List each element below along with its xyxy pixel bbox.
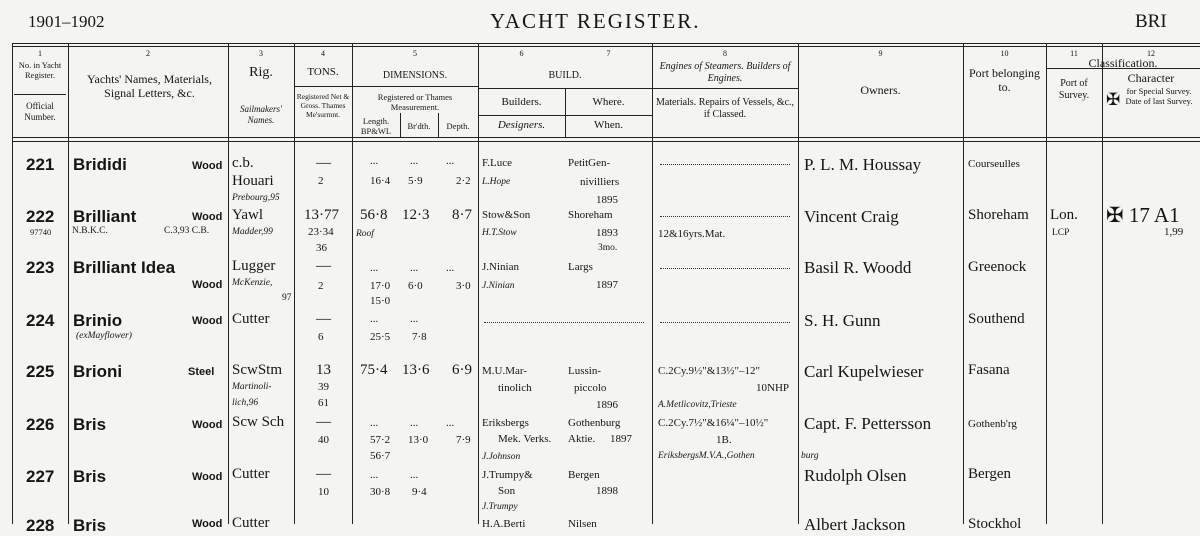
col-rule	[652, 43, 653, 524]
rig-detail: Houari	[232, 173, 274, 189]
builder: H.A.Berti	[482, 518, 526, 530]
register-number: 223	[26, 258, 55, 277]
tons-thames: 40	[318, 434, 329, 446]
owner: Rudolph Olsen	[804, 466, 907, 485]
tons-net: 13·77	[304, 207, 339, 223]
page-title: YACHT REGISTER.	[490, 9, 701, 33]
engine-spec: C.2Cy.7½"&16¼"–10½"	[658, 417, 769, 429]
col-number: 6	[519, 49, 524, 58]
home-port: Gothenb'rg	[968, 418, 1017, 430]
col-number: 4	[321, 49, 325, 58]
home-port: Fasana	[968, 362, 1010, 378]
dotted-leader	[484, 322, 644, 323]
sailmaker: Prebourg,95	[232, 193, 280, 203]
header-breadth: Br'dth.	[407, 121, 431, 131]
ellipsis: ...	[370, 313, 379, 325]
ellipsis: ...	[410, 313, 419, 325]
tons-thames: 2	[318, 280, 324, 292]
col-rule	[963, 43, 964, 524]
register-number: 226	[26, 415, 55, 434]
ellipsis: ...	[446, 417, 455, 429]
subhead-rule	[478, 115, 652, 116]
ellipsis: ...	[410, 469, 419, 481]
owner: Vincent Craig	[804, 207, 899, 226]
build-year: 1897	[610, 433, 632, 445]
owner: Capt. F. Pettersson	[804, 414, 932, 433]
rig: ScwStm	[232, 362, 283, 378]
yacht-name: Brilliant Idea	[73, 258, 176, 277]
club-entry: C.3,93 C.B.	[164, 226, 210, 236]
col-number: 2	[146, 49, 150, 58]
engine-spec: C.2Cy.9½"&13½"–12"	[658, 365, 760, 377]
yacht-name: Brididi	[73, 155, 127, 174]
tons-thames: 6	[318, 331, 324, 343]
col-rule	[1046, 43, 1047, 524]
roof-note: Roof	[356, 229, 374, 239]
subhead-rule	[652, 88, 798, 89]
length: 57·2	[370, 434, 391, 446]
builder: J.Ninian	[482, 261, 519, 273]
sailmaker: Madder,99	[232, 227, 273, 237]
header-rig: Rig.	[249, 65, 273, 80]
hull-material: Wood	[192, 279, 223, 291]
build-place: Nilsen	[568, 518, 597, 530]
col-rule	[294, 43, 295, 524]
sailmaker: Martinoli-	[232, 382, 272, 392]
length: 75·4	[360, 362, 388, 378]
home-port: Shoreham	[968, 207, 1029, 223]
hull-material: Wood	[192, 518, 223, 530]
breadth: 7·8	[412, 331, 427, 343]
tons-net: —	[316, 311, 331, 327]
sailmaker: McKenzie,	[232, 278, 273, 288]
builder: F.Luce	[482, 157, 512, 169]
yacht-name: Bris	[73, 415, 107, 434]
designer: J.Ninian	[482, 281, 515, 291]
header-register-no: No. in Yacht Register.	[18, 60, 62, 80]
build-year: 1895	[596, 194, 618, 206]
build-place-2: Aktie.	[568, 433, 596, 445]
header-depth: Depth.	[446, 121, 470, 131]
hull-material: Wood	[192, 160, 223, 172]
build-year: 1897	[596, 279, 618, 291]
designer: L.Hope	[482, 177, 511, 187]
ellipsis: ...	[370, 155, 379, 167]
hull-material: Wood	[192, 471, 223, 483]
survey-port-code: LCP	[1052, 228, 1070, 238]
header-dimensions: DIMENSIONS.	[382, 70, 448, 81]
ellipsis: ...	[410, 417, 419, 429]
ellipsis: ...	[370, 469, 379, 481]
tons-thames: 61	[318, 397, 329, 409]
rig: Yawl	[232, 207, 263, 223]
build-place-2: nivilliers	[580, 176, 620, 188]
ellipsis: ...	[370, 262, 379, 274]
breadth: 9·4	[412, 486, 427, 498]
header-build: BUILD.	[548, 70, 582, 81]
engine-builder-2: burg	[801, 451, 819, 461]
header-classification: Classification.	[1088, 56, 1158, 70]
build-place: PetitGen-	[568, 157, 611, 169]
length-2: 56·7	[370, 450, 391, 462]
header-character-sub: for Special Survey. Date of last Survey.	[1125, 86, 1193, 106]
engine-power: 10NHP	[756, 382, 790, 394]
header-tons-sub: Registered Net & Gross. Thames Me'surmnt.	[296, 92, 350, 119]
tons-net: —	[316, 466, 331, 482]
tons-net: —	[316, 155, 331, 171]
builder: Stow&Son	[482, 209, 531, 221]
header-official-no: Official Number.	[24, 101, 56, 122]
maltese-cross-icon: ✠	[1106, 90, 1121, 109]
length: 17·0	[370, 280, 391, 292]
survey-port: Lon.	[1050, 207, 1078, 223]
col-number: 10	[1000, 49, 1009, 58]
breadth: 12·3	[402, 207, 430, 223]
col-rule	[68, 43, 69, 524]
header-where: Where.	[592, 96, 625, 108]
table-top-rule-2	[12, 46, 1200, 47]
owner: P. L. M. Houssay	[804, 155, 922, 174]
engine-builder: A.Metlicovitz,Trieste	[658, 400, 737, 410]
hull-material: Wood	[192, 419, 223, 431]
depth: 8·7	[452, 207, 472, 223]
col-number: 5	[413, 49, 417, 58]
col-number: 7	[606, 49, 611, 58]
subhead-rule	[352, 86, 478, 87]
rig: c.b.	[232, 155, 254, 171]
tons-net: —	[316, 258, 331, 274]
builder-2: Son	[498, 485, 516, 497]
register-number: 221	[26, 155, 55, 174]
tons-thames: 36	[316, 242, 327, 254]
home-port: Southend	[968, 311, 1025, 327]
owner: Albert Jackson	[804, 515, 906, 534]
ex-name: (exMayflower)	[76, 331, 132, 341]
yacht-name: Brinio	[73, 311, 123, 330]
hull-material: Wood	[192, 315, 223, 327]
breadth: 13·0	[408, 434, 429, 446]
header-bottom-rule-2	[12, 141, 1200, 142]
register-number: 228	[26, 516, 55, 535]
yacht-name: Brioni	[73, 362, 123, 381]
tons-net: —	[316, 414, 331, 430]
header-builders: Builders.	[501, 96, 542, 108]
depth: 6·9	[452, 362, 472, 378]
home-port: Stockhol	[968, 516, 1022, 532]
yacht-name: Brilliant	[73, 207, 137, 226]
ellipsis: ...	[410, 262, 419, 274]
tons-thames: 10	[318, 486, 329, 498]
build-year: 1898	[596, 485, 618, 497]
builder-2: Mek. Verks.	[498, 433, 552, 445]
materials-note: 12&16yrs.Mat.	[658, 228, 726, 240]
owner: Basil R. Woodd	[804, 258, 912, 277]
header-yacht-names: Yachts' Names, Materials, Signal Letters, &c.	[87, 72, 212, 100]
dotted-leader	[660, 164, 790, 165]
tons-gross: 39	[318, 381, 329, 393]
home-port: Greenock	[968, 259, 1027, 275]
ellipsis: ...	[370, 417, 379, 429]
dotted-leader	[660, 322, 790, 323]
rig: Scw Sch	[232, 414, 285, 430]
hull-material: Wood	[192, 211, 223, 223]
tons-gross: 23·34	[308, 226, 334, 238]
header-when: When.	[593, 119, 623, 131]
build-year: 1896	[596, 399, 618, 411]
table-top-rule	[12, 43, 1200, 44]
col-number: 8	[723, 49, 727, 58]
character-mark: ✠ 17 A1	[1106, 203, 1180, 227]
breadth: 13·6	[402, 362, 430, 378]
col-number: 11	[1070, 49, 1078, 58]
col-number: 3	[259, 49, 263, 58]
home-port: Bergen	[968, 466, 1012, 482]
register-years: 1901–1902	[28, 12, 105, 31]
rig: Lugger	[232, 258, 276, 274]
engine-builder: EriksbergsM.V.A.,Gothen	[658, 451, 755, 461]
header-tons: TONS.	[307, 66, 339, 78]
build-place-2: piccolo	[574, 382, 607, 394]
builder: M.U.Mar-	[482, 365, 527, 377]
header-bottom-rule	[12, 137, 1200, 138]
col-rule	[798, 43, 799, 524]
hull-material: Steel	[188, 366, 215, 378]
header-character: Character	[1127, 71, 1175, 85]
col-number: 12	[1147, 49, 1155, 58]
register-number: 224	[26, 311, 55, 330]
dotted-leader	[660, 216, 790, 217]
tons-net: 13	[316, 362, 331, 378]
engine-power: 1B.	[716, 434, 732, 446]
col-rule	[12, 43, 13, 524]
header-engines: Engines of Steamers. Builders of Engines.	[659, 61, 791, 84]
build-place: Shoreham	[568, 209, 613, 221]
depth: 2·2	[456, 175, 471, 187]
header-dimensions-sub: Registered or Thames Measurement.	[377, 92, 453, 112]
yacht-name: Bris	[73, 467, 107, 486]
header-port-survey: Port of Survey.	[1058, 78, 1090, 101]
rig: Cutter	[232, 466, 270, 482]
depth: 3·0	[456, 280, 471, 292]
builder-2: tinolich	[498, 382, 532, 394]
length: 56·8	[360, 207, 388, 223]
register-number: 222	[26, 207, 55, 226]
ellipsis: ...	[446, 262, 455, 274]
breadth: 5·9	[408, 175, 423, 187]
rig: Cutter	[232, 515, 270, 531]
length-2: 15·0	[370, 295, 391, 307]
home-port: Courseulles	[968, 158, 1020, 170]
builder: Eriksbergs	[482, 417, 529, 429]
official-number: 97740	[30, 227, 52, 237]
sailmaker-year: 97	[282, 293, 292, 303]
header-length: Length. BP&WL	[360, 116, 392, 136]
ellipsis: ...	[446, 155, 455, 167]
owner: S. H. Gunn	[804, 311, 881, 330]
col-number: 9	[878, 49, 883, 58]
rig: Cutter	[232, 311, 270, 327]
signal-letters: N.B.K.C.	[72, 226, 108, 236]
dotted-leader	[660, 268, 790, 269]
tons-thames: 2	[318, 175, 324, 187]
subhead-rule	[294, 86, 352, 87]
header-owners: Owners.	[860, 83, 901, 97]
length: 30·8	[370, 486, 391, 498]
subhead-rule	[14, 94, 66, 95]
ellipsis: ...	[410, 155, 419, 167]
yacht-name: Bris	[73, 516, 107, 535]
header-designers: Designers.	[497, 119, 546, 131]
header-materials: Materials. Repairs of Vessels, &c., if Classed.	[655, 97, 795, 120]
length: 16·4	[370, 175, 391, 187]
register-number: 225	[26, 362, 55, 381]
register-number: 227	[26, 467, 55, 486]
builder: J.Trumpy&	[482, 469, 533, 481]
build-year: 1893	[596, 227, 618, 239]
survey-date: 1,99	[1164, 226, 1184, 238]
build-place: Gothenburg	[568, 417, 621, 429]
build-place: Bergen	[568, 469, 600, 481]
build-place: Lussin-	[568, 365, 601, 377]
header-port-belonging: Port belonging to.	[969, 66, 1040, 94]
col-number: 1	[38, 49, 42, 58]
build-place: Largs	[568, 261, 593, 273]
designer: J.Trumpy	[482, 502, 518, 512]
header-sailmakers: Sailmakers' Names.	[240, 104, 282, 125]
depth: 7·9	[456, 434, 471, 446]
designer: H.T.Stow	[482, 228, 517, 238]
owner: Carl Kupelwieser	[804, 362, 924, 381]
designer: J.Johnson	[482, 452, 521, 462]
build-duration: 3mo.	[598, 243, 618, 253]
breadth: 6·0	[408, 280, 423, 292]
length: 25·5	[370, 331, 391, 343]
page-corner-label: BRI	[1135, 11, 1167, 32]
sailmaker-year: lich,96	[232, 398, 259, 408]
